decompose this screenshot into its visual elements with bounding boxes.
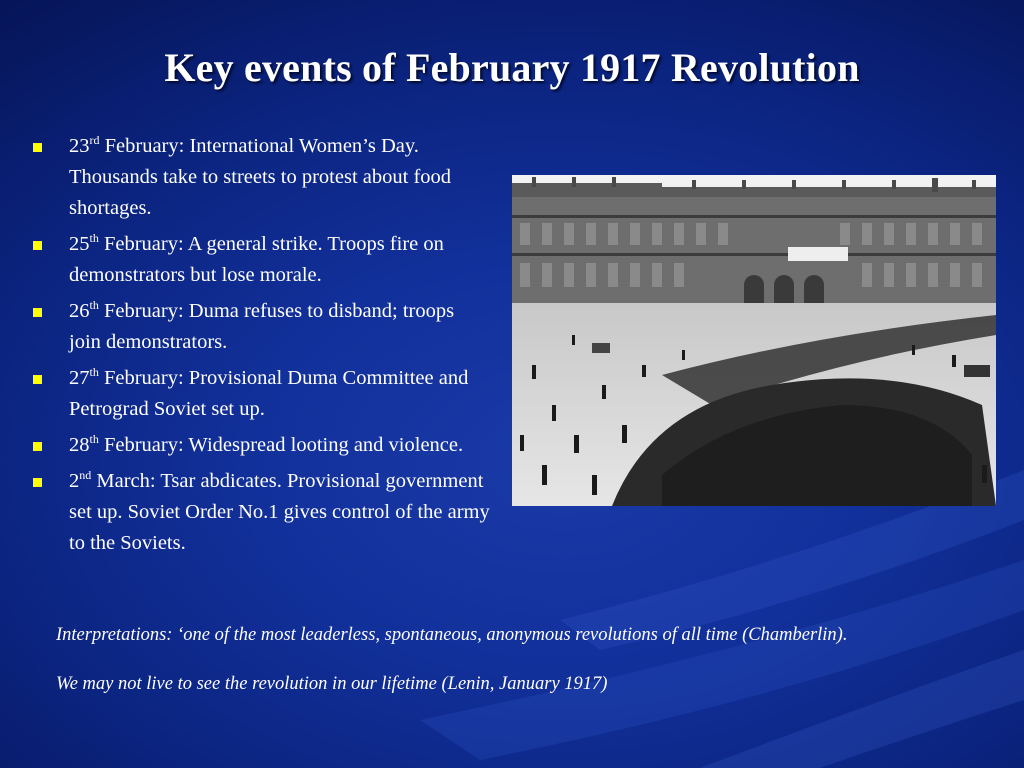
event-text: March: Tsar abdicates. Provisional government set up. Soviet Order No.1 gives control of the army to the Soviets. (69, 470, 490, 554)
list-item (30, 296, 490, 358)
event-day-suffix: rd (89, 133, 100, 148)
list-item (30, 430, 490, 461)
square-bullet-icon (33, 442, 42, 451)
historical-photo (512, 175, 996, 506)
event-day-suffix: th (89, 231, 99, 246)
event-day: 23 (69, 135, 90, 157)
interpretations-text: Interpretations: ‘one of the most leaderless, spontaneous, anonymous revolutions of all time (Chamberlin). (56, 625, 848, 645)
event-day-suffix: th (89, 365, 99, 380)
lenin-quote: We may not live to see the revolution in our lifetime (Lenin, January 1917) (56, 674, 608, 694)
event-text: February: Provisional Duma Committee and Petrograd Soviet set up. (69, 367, 469, 420)
event-day: 27 (69, 367, 90, 389)
event-day: 26 (69, 300, 90, 322)
list-item (30, 466, 490, 559)
event-text: February: A general strike. Troops fire on demonstrators but lose morale. (69, 233, 444, 286)
event-day-suffix: nd (79, 468, 92, 483)
square-bullet-icon (33, 308, 42, 317)
event-day: 25 (69, 233, 90, 255)
events-list (30, 131, 490, 564)
event-text: February: Duma refuses to disband; troops join demonstrators. (69, 300, 455, 353)
event-day: 28 (69, 434, 90, 456)
slide-title: Key events of February 1917 Revolution (164, 45, 860, 90)
list-item (30, 229, 490, 291)
event-day-suffix: th (89, 432, 99, 447)
event-text: February: International Women’s Day. Thousands take to streets to protest about food shortages. (69, 135, 452, 219)
event-day: 2 (69, 470, 80, 492)
square-bullet-icon (33, 375, 42, 384)
list-item (30, 363, 490, 425)
palace-square-photo-icon (512, 175, 996, 506)
square-bullet-icon (33, 143, 42, 152)
square-bullet-icon (33, 241, 42, 250)
square-bullet-icon (33, 478, 42, 487)
list-item (30, 131, 490, 224)
event-day-suffix: th (89, 298, 99, 313)
event-text: February: Widespread looting and violence. (98, 434, 464, 456)
